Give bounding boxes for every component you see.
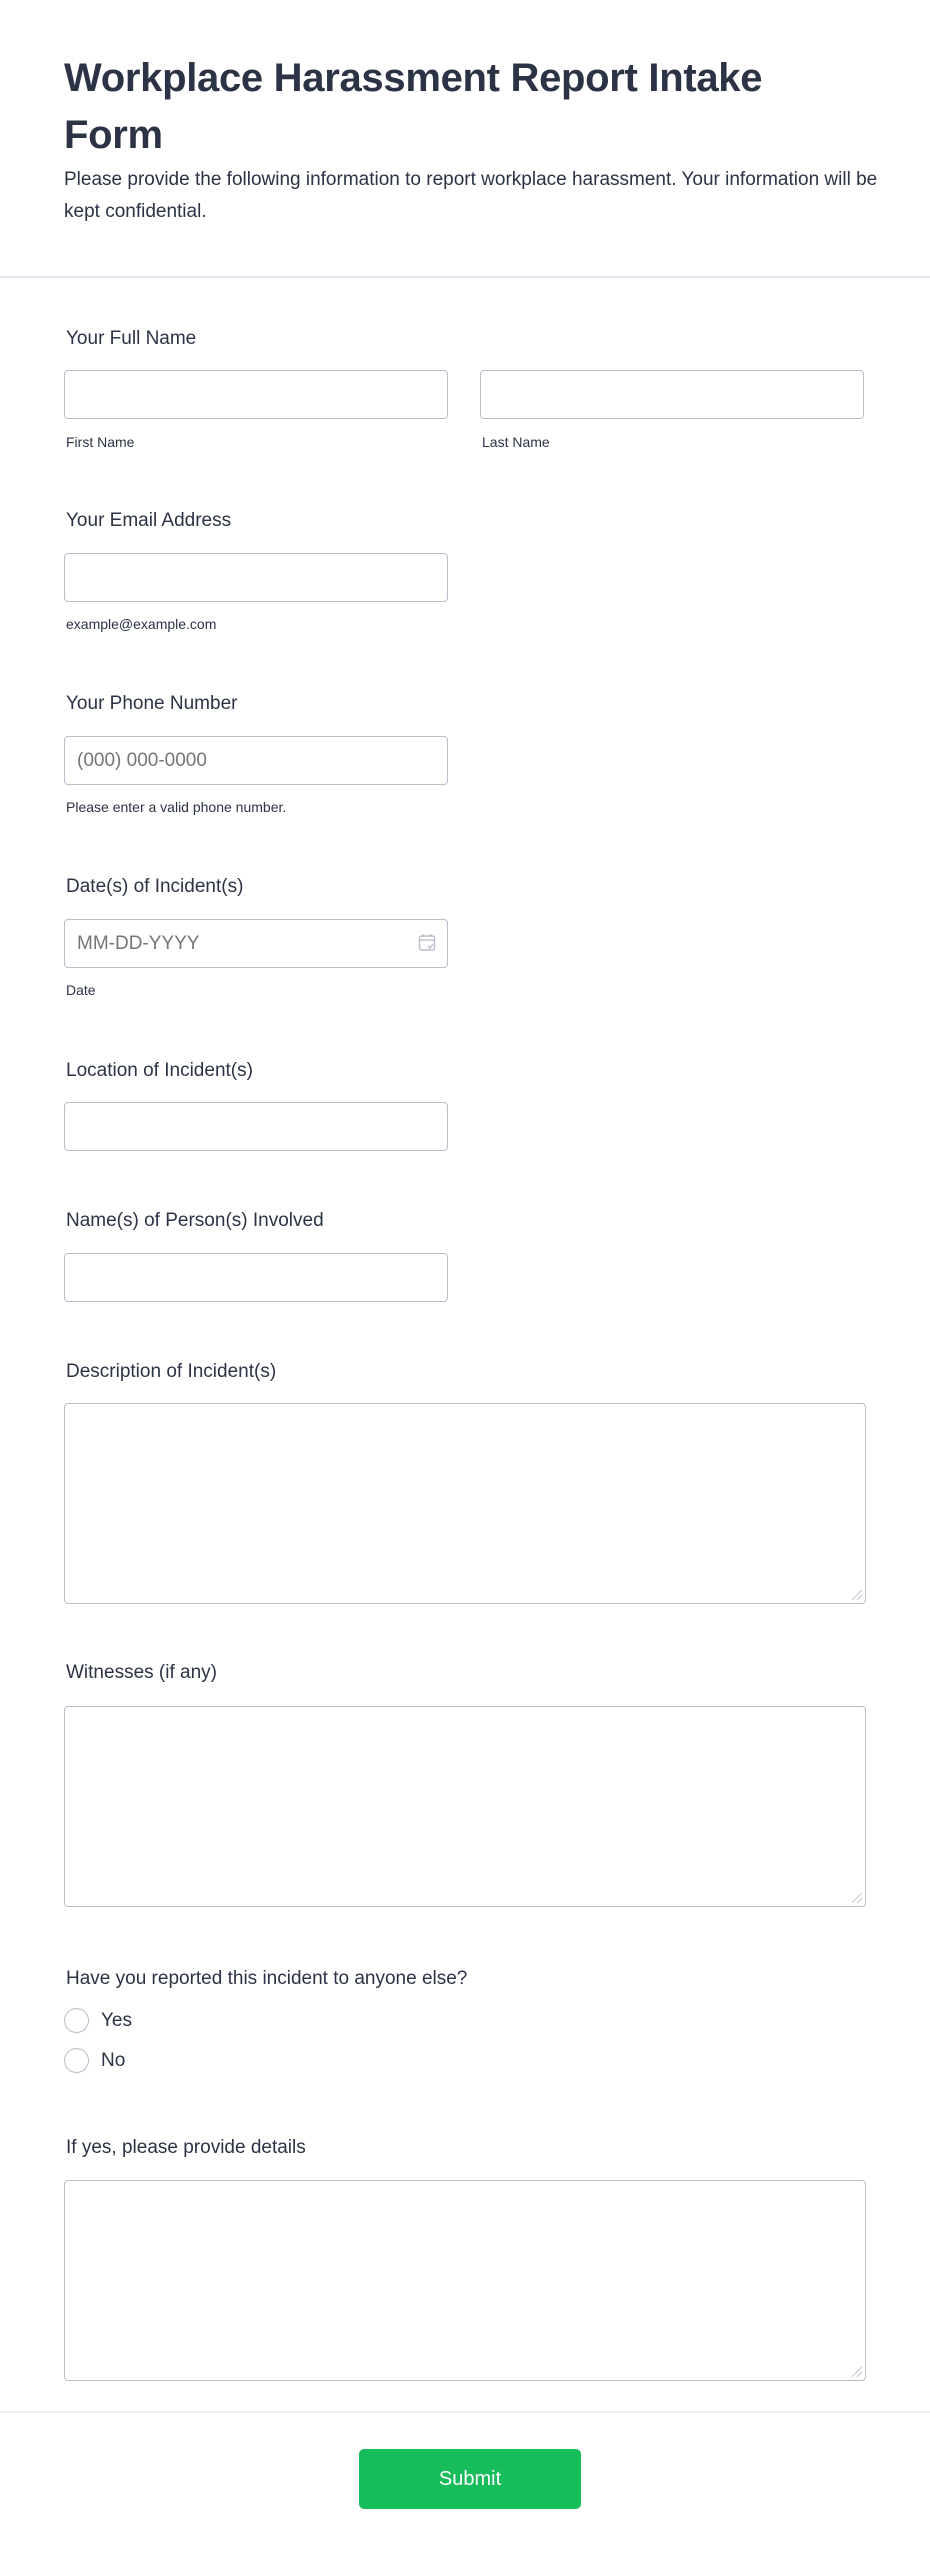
last-name-input[interactable] [480, 370, 864, 419]
date-field [64, 919, 448, 968]
page-title: Workplace Harassment Report Intake Form [64, 56, 763, 157]
phone-label: Your Phone Number [66, 693, 238, 714]
email-input[interactable] [64, 553, 448, 602]
details-label: If yes, please provide details [66, 2137, 306, 2158]
location-input[interactable] [64, 1102, 448, 1151]
radio-circle[interactable] [64, 2008, 89, 2033]
phone-sublabel: Please enter a valid phone number. [66, 799, 287, 815]
first-name-sublabel: First Name [66, 434, 135, 450]
last-name-sublabel: Last Name [482, 434, 550, 450]
description-label: Description of Incident(s) [66, 1361, 277, 1382]
witnesses-textarea[interactable] [64, 1706, 866, 1907]
calendar-icon[interactable] [418, 933, 436, 957]
persons-input[interactable] [64, 1253, 448, 1302]
reported-question: Have you reported this incident to anyone else? [66, 1968, 468, 1989]
location-label: Location of Incident(s) [66, 1060, 253, 1081]
date-sublabel: Date [66, 982, 96, 998]
submit-button[interactable]: Submit [359, 2449, 581, 2509]
radio-yes-label: Yes [101, 2009, 132, 2031]
persons-label: Name(s) of Person(s) Involved [66, 1210, 324, 1231]
resize-handle-icon[interactable] [852, 2367, 862, 2377]
phone-input[interactable] [64, 736, 448, 785]
page-description: Please provide the following information to report workplace harassment. Your information will be kept confidential. [64, 169, 878, 222]
radio-no[interactable] [64, 2048, 125, 2073]
radio-no-label: No [101, 2049, 126, 2071]
footer-divider [0, 2411, 930, 2413]
resize-handle-icon[interactable] [852, 1590, 862, 1600]
radio-circle[interactable] [64, 2048, 89, 2073]
resize-handle-icon[interactable] [852, 1893, 862, 1903]
description-textarea[interactable] [64, 1403, 866, 1604]
date-input[interactable] [64, 919, 448, 968]
witnesses-label: Witnesses (if any) [66, 1662, 217, 1683]
date-label: Date(s) of Incident(s) [66, 876, 244, 897]
email-sublabel: example@example.com [66, 616, 217, 632]
details-textarea[interactable] [64, 2180, 866, 2381]
email-label: Your Email Address [66, 510, 232, 531]
full-name-label: Your Full Name [66, 328, 197, 349]
first-name-input[interactable] [64, 370, 448, 419]
radio-yes[interactable] [64, 2008, 132, 2033]
header-divider [0, 276, 930, 278]
